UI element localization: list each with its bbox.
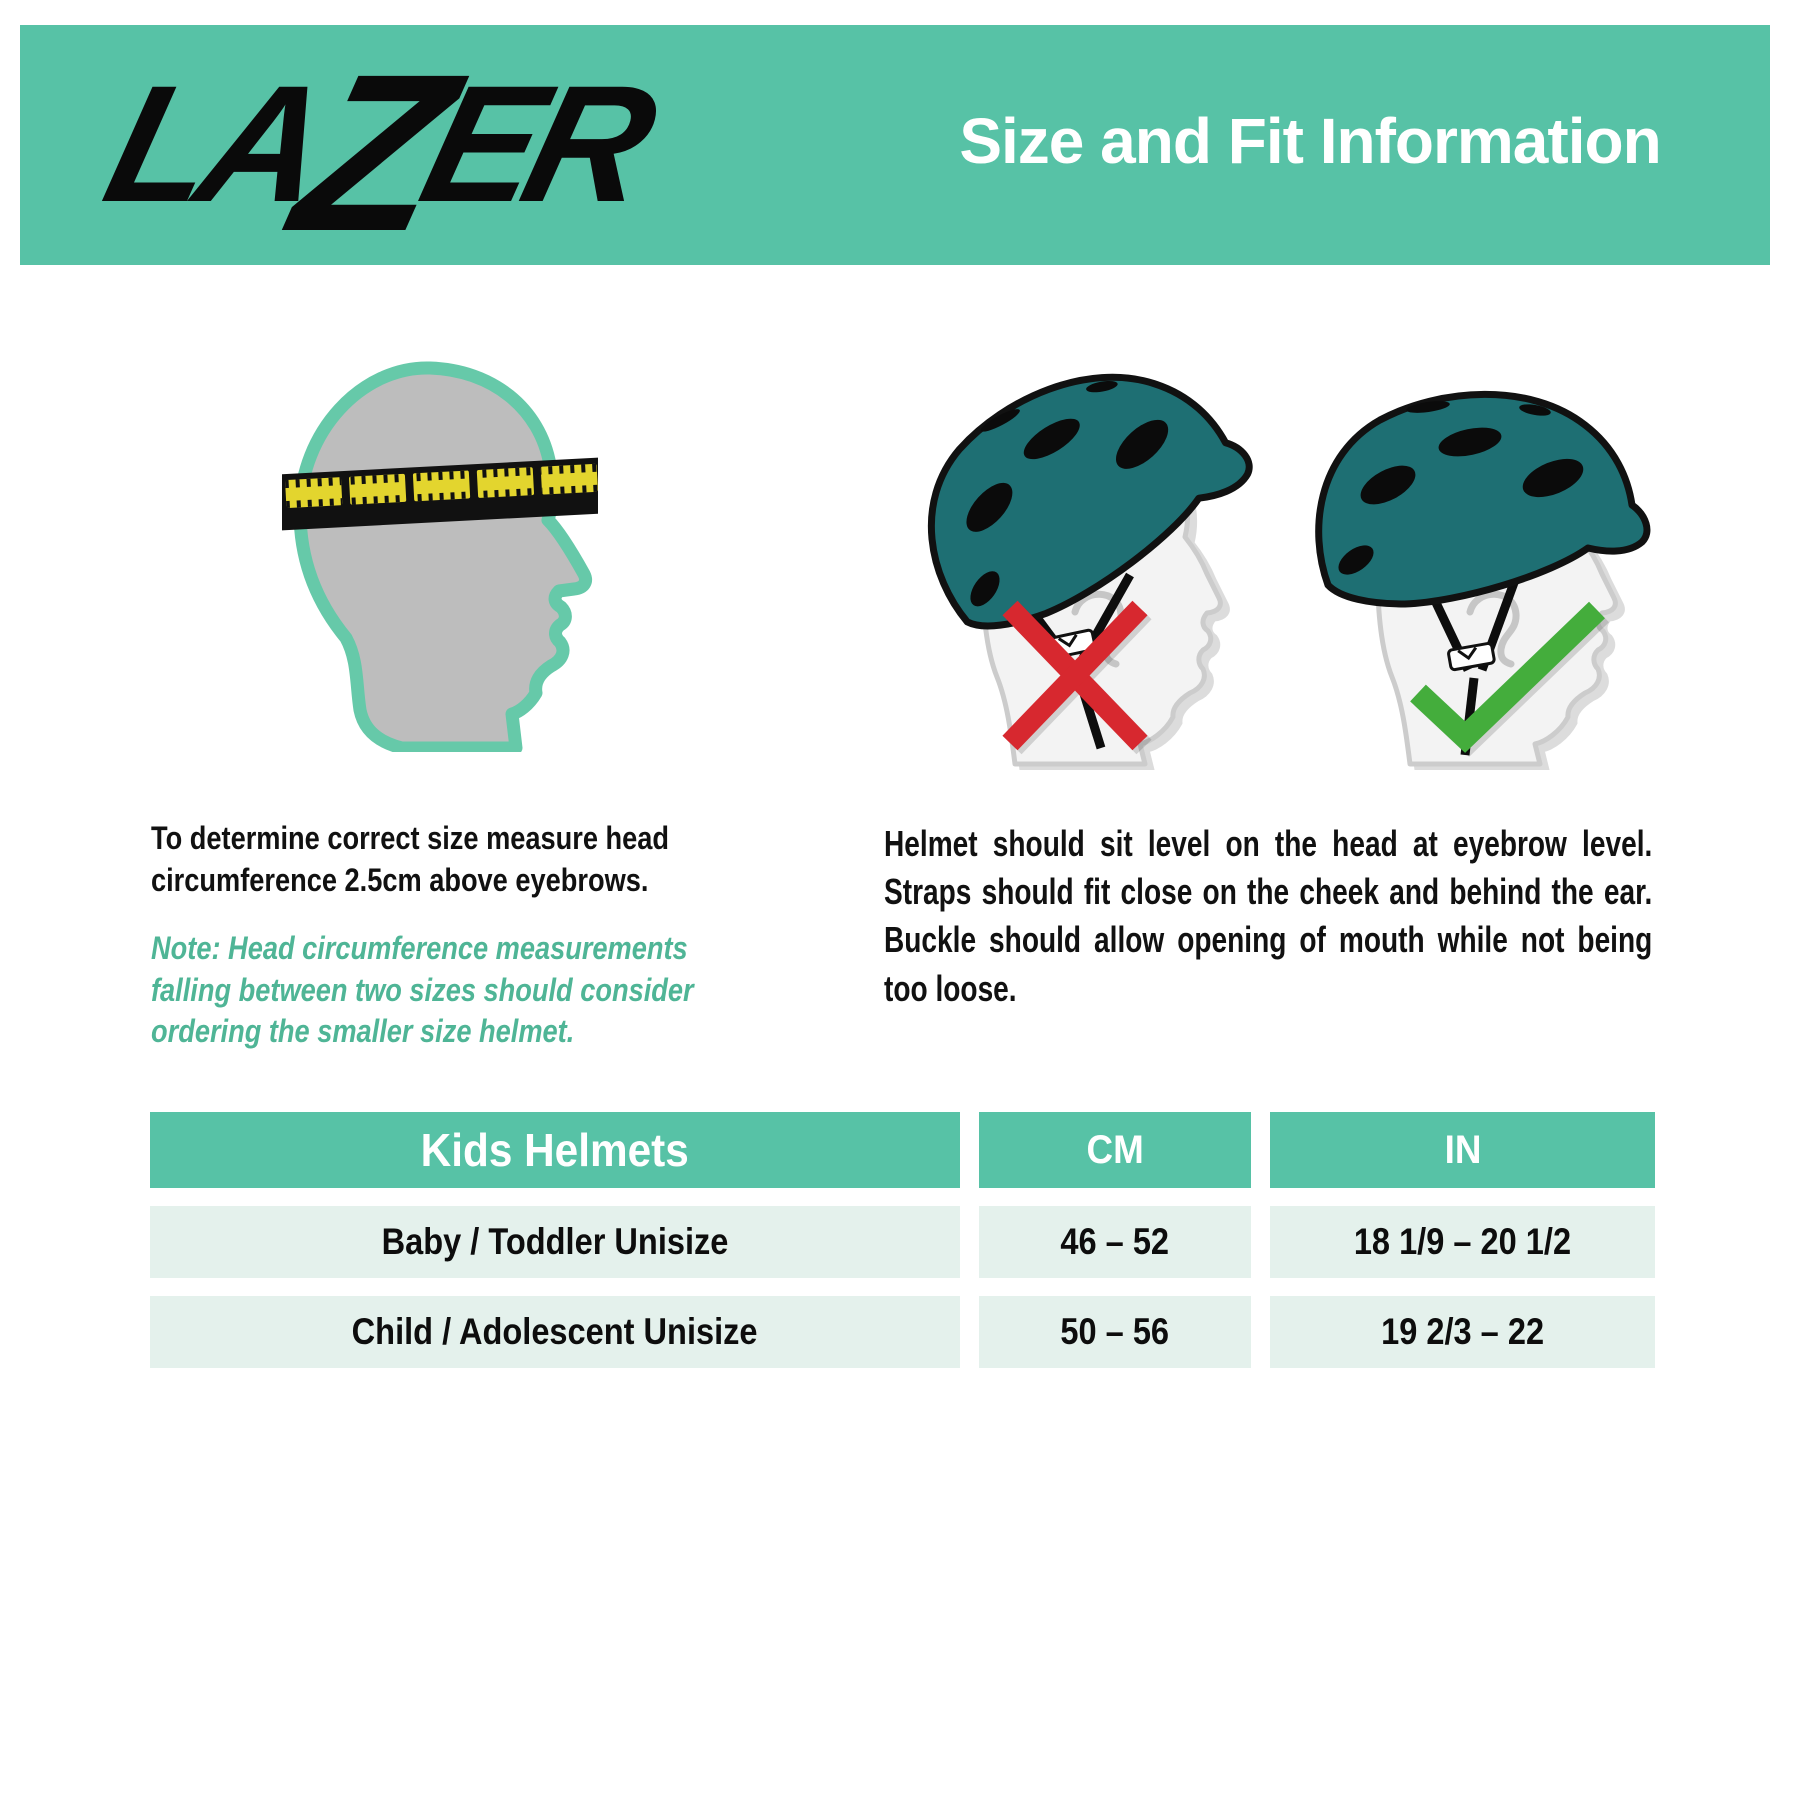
table-row-cm: 46 – 52 [979, 1206, 1251, 1278]
page-title: Size and Fit Information [959, 105, 1661, 177]
fit-instruction: Helmet should sit level on the head at eyebrow level. Straps should fit close on the cheek and behind the ear. Buckle should allow opening of mouth while not being too loose. [884, 823, 1653, 1009]
head-measure-illustration [282, 360, 598, 752]
table-row-in: 19 2/3 – 22 [1270, 1296, 1655, 1368]
measure-instruction: To determine correct size measure head circumference 2.5cm above eyebrows. [151, 820, 670, 898]
size-table [150, 1112, 1655, 1368]
table-row-label: Child / Adolescent Unisize [150, 1296, 960, 1368]
table-row-label: Baby / Toddler Unisize [150, 1206, 960, 1278]
logo-text: ER [406, 52, 663, 237]
lazer-logo [90, 28, 663, 278]
table-header-in: IN [1270, 1112, 1655, 1188]
measure-note: Note: Head circumference measurements falling between two sizes should consider ordering the smaller size helmet. [151, 930, 694, 1050]
incorrect-fit-illustration [905, 340, 1265, 770]
head-profile-shape [300, 368, 586, 748]
header-banner [20, 25, 1770, 278]
table-header-kids-helmets: Kids Helmets [150, 1112, 960, 1188]
correct-fit-illustration [1300, 340, 1660, 770]
table-row-cm: 50 – 56 [979, 1296, 1251, 1368]
table-header-cm: CM [979, 1112, 1251, 1188]
table-row-in: 18 1/9 – 20 1/2 [1270, 1206, 1655, 1278]
logo-text-z: Z [275, 28, 465, 278]
logo-text: LA [90, 52, 338, 237]
